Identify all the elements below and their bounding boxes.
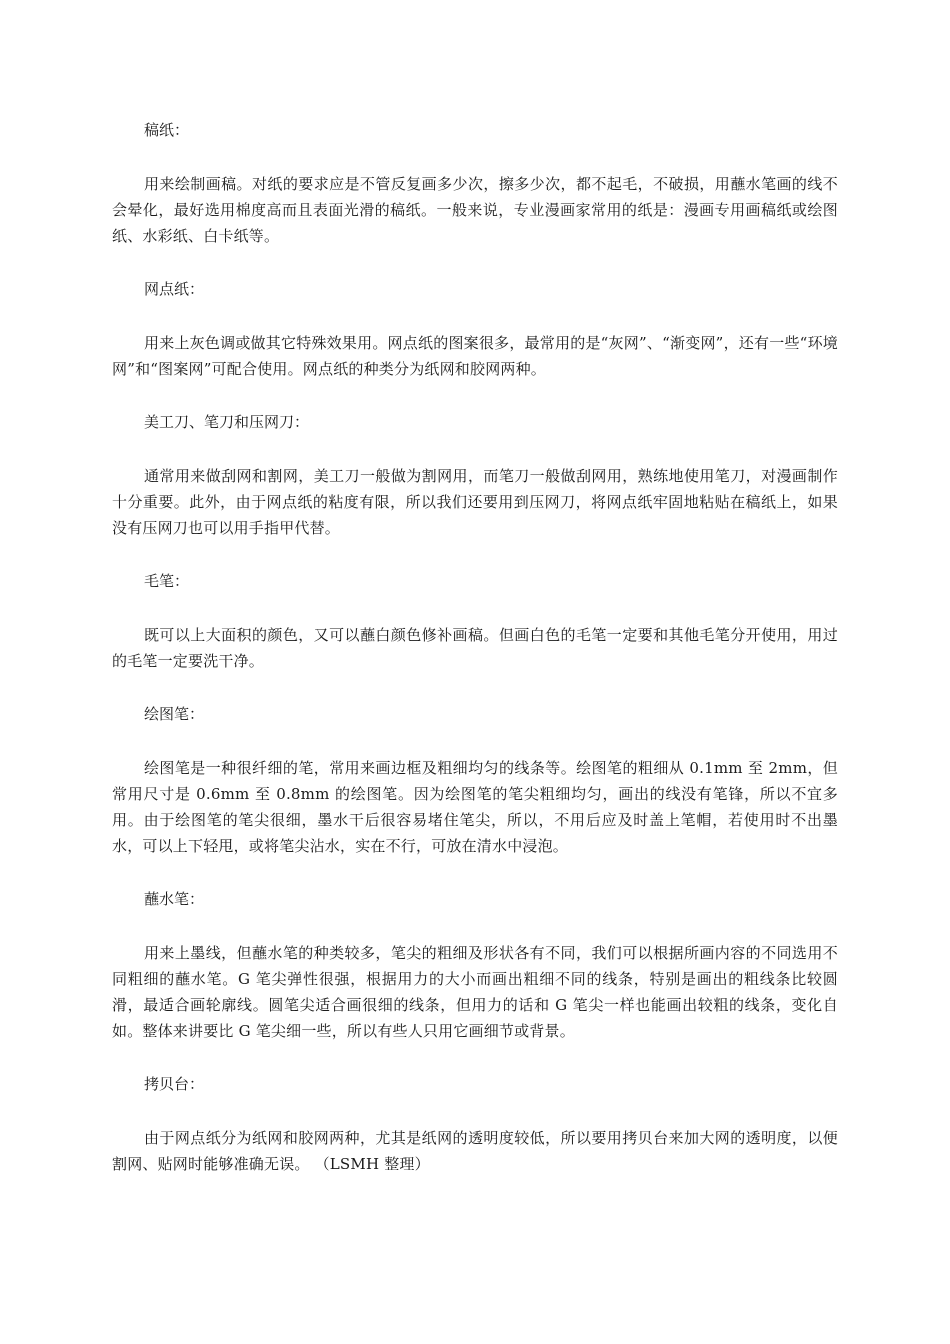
document-body [112, 117, 838, 1204]
section-paper [112, 117, 838, 249]
section-heading: 网点纸： [144, 280, 205, 298]
section-heading: 稿纸： [144, 121, 190, 139]
section-paragraph: 由于网点纸分为纸网和胶网两种，尤其是纸网的透明度较低，所以要用拷贝台来加大网的透明度，以便割网、贴网时能够准确无误。 （LSMH 整理） [112, 1129, 838, 1173]
section-paragraph: 用来绘制画稿。对纸的要求应是不管反复画多少次，擦多少次，都不起毛，不破损，用蘸水笔画的线不会晕化，最好选用棉度高而且表面光滑的稿纸。一般来说，专业漫画家常用的纸是：漫画专用画稿纸或绘图纸、水彩纸、白卡纸等。 [112, 175, 838, 245]
section-heading: 毛笔： [144, 572, 190, 590]
section-light-table [112, 1071, 838, 1177]
section-heading: 蘸水笔： [144, 890, 205, 908]
section-paragraph: 既可以上大面积的颜色，又可以蘸白颜色修补画稿。但画白色的毛笔一定要和其他毛笔分开使用，用过的毛笔一定要洗干净。 [112, 626, 838, 670]
section-drafting-pen [112, 701, 838, 859]
section-heading: 拷贝台： [144, 1075, 205, 1093]
section-paragraph: 用来上灰色调或做其它特殊效果用。网点纸的图案很多，最常用的是“灰网”、“渐变网”，还有一些“环境网”和“图案网”可配合使用。网点纸的种类分为纸网和胶网两种。 [112, 334, 838, 378]
section-screentone [112, 276, 838, 382]
section-brush [112, 568, 838, 674]
section-paragraph: 用来上墨线，但蘸水笔的种类较多，笔尖的粗细及形状各有不同，我们可以根据所画内容的不同选用不同粗细的蘸水笔。G 笔尖弹性很强，根据用力的大小而画出粗细不同的线条，特别是画出的粗线条比较圆滑，最适合画轮廓线。圆笔尖适合画很细的线条，但用力的话和 G 笔尖一样也能画出较粗的线条，变化自如。整体来讲要比 G 笔尖细一些，所以有些人只用它画细节或背景。 [112, 944, 838, 1040]
section-dip-pen [112, 886, 838, 1044]
section-heading: 美工刀、笔刀和压网刀： [144, 413, 310, 431]
section-knives [112, 409, 838, 541]
section-heading: 绘图笔： [144, 705, 205, 723]
section-paragraph: 通常用来做刮网和割网，美工刀一般做为割网用，而笔刀一般做刮网用，熟练地使用笔刀，对漫画制作十分重要。此外，由于网点纸的粘度有限，所以我们还要用到压网刀，将网点纸牢固地粘贴在稿纸上，如果没有压网刀也可以用手指甲代替。 [112, 467, 838, 537]
section-paragraph: 绘图笔是一种很纤细的笔，常用来画边框及粗细均匀的线条等。绘图笔的粗细从 0.1mm 至 2mm，但常用尺寸是 0.6mm 至 0.8mm 的绘图笔。因为绘图笔的笔尖粗细均匀，画出的线没有笔锋，所以不宜多用。由于绘图笔的笔尖很细，墨水干后很容易堵住笔尖，所以，不用后应及时盖上笔帽，若使用时不出墨水，可以上下轻甩，或将笔尖沾水，实在不行，可放在清水中浸泡。 [112, 759, 838, 855]
